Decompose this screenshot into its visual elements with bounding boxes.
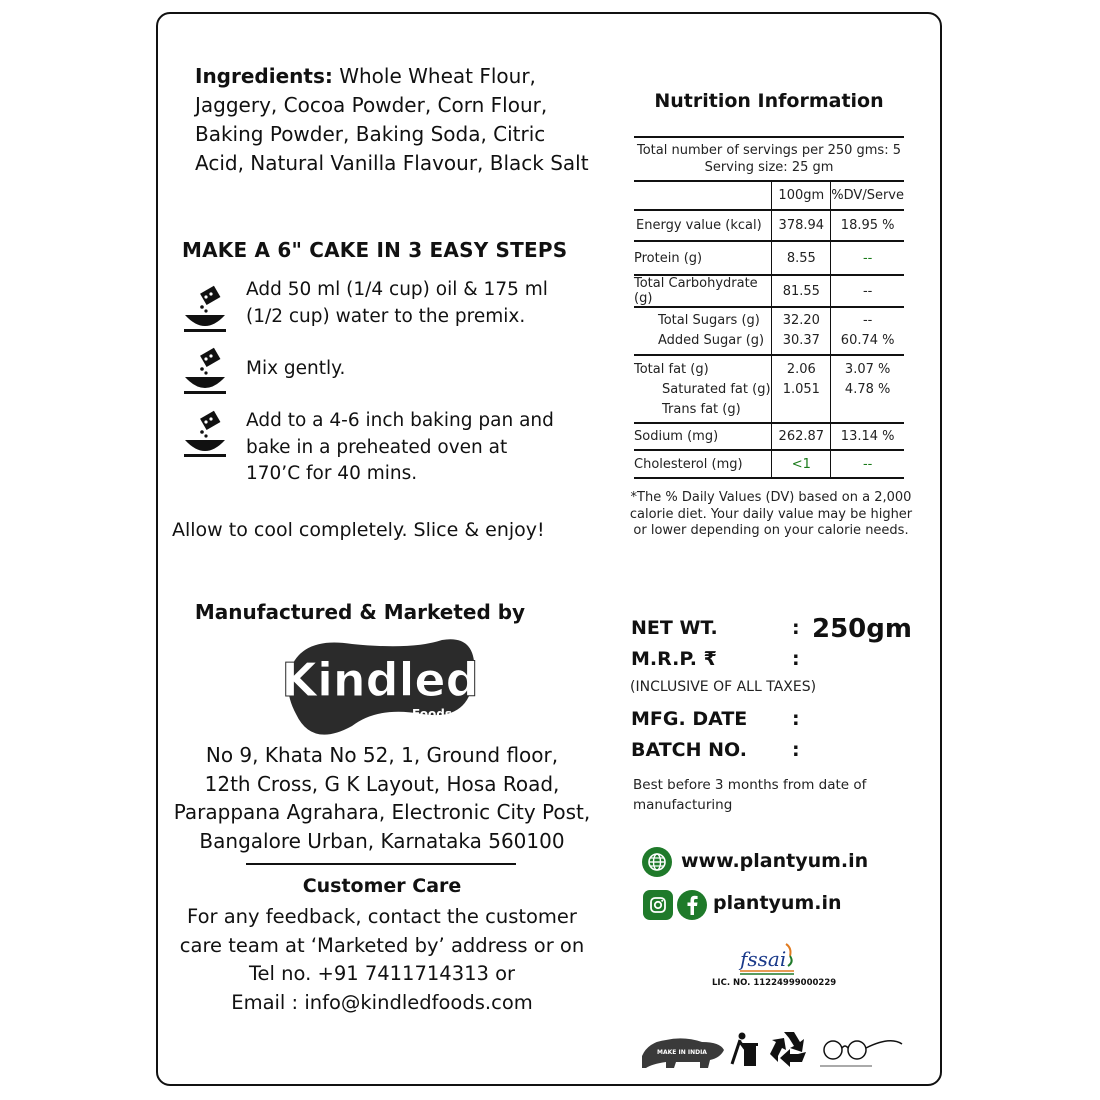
- fssai-logo: [738, 942, 798, 976]
- net-wt-value: 250gm: [812, 614, 912, 644]
- protein-dv: --: [862, 250, 873, 266]
- cool-instruction: Allow to cool completely. Slice & enjoy!: [172, 519, 545, 541]
- servings-cell: [634, 137, 904, 181]
- globe-icon: [642, 847, 672, 877]
- ingredients-block: [195, 62, 595, 178]
- carb-label: Total Carbohydrate (g): [634, 276, 758, 306]
- fat-labels: [634, 355, 772, 423]
- mixing-bowl-icon: [182, 410, 228, 462]
- sodium-100g: 262.87: [772, 423, 831, 450]
- batch-no-colon: :: [792, 739, 800, 761]
- website-link[interactable]: www.plantyum.in: [681, 850, 869, 872]
- servings-per-pack: Total number of servings per 250 gms: 5: [637, 143, 901, 158]
- step-2-text: Mix gently.: [246, 358, 346, 379]
- carb-100g: 81.55: [772, 275, 831, 307]
- total-fat-dv: 3.07 %: [844, 362, 891, 377]
- steps-title: MAKE A 6" CAKE IN 3 EASY STEPS: [182, 238, 568, 262]
- header-dv: %DV/Serve: [831, 188, 904, 203]
- net-wt-label: NET WT.: [631, 617, 718, 639]
- mixing-bowl-icon: [182, 347, 228, 399]
- fssai-text: fssai: [740, 947, 787, 971]
- ingredients-text: Whole Wheat Flour, Jaggery, Cocoa Powder, Corn Flour, Baking Powder, Baking Soda, Citric Acid, Natural Vanilla Flavour, Black Salt: [195, 64, 589, 175]
- header-blank: [634, 181, 772, 210]
- best-before: Best before 3 months from date of manufacturing: [633, 777, 867, 813]
- mrp-note: (INCLUSIVE OF ALL TAXES): [630, 679, 817, 695]
- energy-100g: 378.94: [772, 210, 831, 241]
- sodium-label: Sodium (mg): [634, 429, 719, 444]
- added-sugar-100g: 30.37: [782, 333, 820, 348]
- energy-dv: 18.95 %: [840, 218, 895, 233]
- swachh-bharat-icon: [820, 1041, 902, 1066]
- nutrition-title: Nutrition Information: [654, 90, 884, 112]
- customer-care-line: care team at ‘Marketed by’ address or on: [179, 933, 585, 957]
- total-fat-100g: 2.06: [786, 362, 816, 377]
- header-100gm: 100gm: [772, 181, 831, 210]
- protein-label: Protein (g): [634, 250, 703, 266]
- logo-subtext: Foods: [412, 707, 452, 721]
- fssai-license: LIC. NO. 11224999000229: [712, 978, 837, 988]
- added-sugar-dv: 60.74 %: [840, 333, 895, 348]
- manufacturer-title: Manufactured & Marketed by: [194, 600, 526, 624]
- carb-dv: --: [862, 283, 873, 299]
- address-line: 12th Cross, G K Layout, Hosa Road,: [204, 771, 560, 796]
- customer-care-email: Email : info@kindledfoods.com: [231, 990, 533, 1014]
- cholesterol-100g: <1: [772, 450, 831, 478]
- sugars-labels: [634, 307, 772, 355]
- make-in-india-text: MAKE IN INDIA: [657, 1049, 707, 1056]
- sat-fat-dv: 4.78 %: [844, 382, 891, 397]
- sodium-dv: 13.14 %: [840, 429, 895, 444]
- cholesterol-dv: --: [862, 456, 873, 472]
- manufacturer-address: [172, 741, 592, 855]
- lion-make-in-india-icon: [642, 1038, 724, 1068]
- divider: [246, 863, 516, 865]
- trans-fat-label: Trans fat (g): [662, 402, 741, 417]
- customer-care-title: Customer Care: [302, 875, 462, 897]
- cholesterol-label: Cholesterol (mg): [634, 456, 743, 472]
- total-sugars-label: Total Sugars (g): [658, 313, 760, 328]
- nutrition-table: [634, 136, 904, 479]
- sugars-100g: [772, 307, 831, 355]
- daily-value-note: *The % Daily Values (DV) based on a 2,000 calorie diet. Your daily value may be higher or lower depending on your calorie needs.: [629, 490, 913, 538]
- recycle-icon: [770, 1032, 806, 1067]
- mrp-label: M.R.P. ₹: [631, 648, 717, 670]
- serving-size: Serving size: 25 gm: [704, 160, 834, 175]
- address-line: Parappana Agrahara, Electronic City Post,: [173, 800, 591, 824]
- sat-fat-label: Saturated fat (g): [662, 382, 771, 397]
- mfg-date-colon: :: [792, 708, 800, 730]
- protein-100g: 8.55: [772, 241, 831, 275]
- fat-100g: [772, 355, 831, 423]
- facebook-icon[interactable]: [677, 890, 707, 920]
- customer-care-line: Tel no. +91 7411714313 or: [248, 962, 516, 985]
- certification-badges: [640, 1028, 910, 1072]
- mixing-bowl-icon: [182, 285, 228, 337]
- added-sugar-label: Added Sugar (g): [658, 333, 765, 348]
- address-line: Bangalore Urban, Karnataka 560100: [199, 828, 565, 853]
- net-wt-colon: :: [792, 617, 800, 639]
- energy-label: Energy value (kcal): [636, 218, 762, 233]
- customer-care-line: For any feedback, contact the customer: [187, 905, 577, 928]
- kindled-foods-logo: [282, 630, 482, 742]
- mfg-date-label: MFG. DATE: [631, 708, 748, 730]
- step-3-text: Add to a 4-6 inch baking pan and bake in a preheated oven at 170’C for 40 mins.: [246, 410, 554, 484]
- sugars-dv: [831, 307, 904, 355]
- address-line: No 9, Khata No 52, 1, Ground floor,: [205, 743, 559, 767]
- instagram-icon[interactable]: [643, 890, 673, 920]
- ingredients-label: Ingredients:: [195, 64, 333, 88]
- total-fat-label: Total fat (g): [634, 362, 709, 377]
- logo-wordmark: Kindled: [282, 653, 479, 707]
- sat-fat-100g: 1.051: [782, 382, 820, 397]
- step-1-text: Add 50 ml (1/4 cup) oil & 175 ml (1/2 cup) water to the premix.: [246, 279, 548, 327]
- customer-care-text: [172, 903, 592, 1017]
- batch-no-label: BATCH NO.: [631, 739, 747, 761]
- fat-dv: [831, 355, 904, 423]
- total-sugars-dv: --: [862, 313, 873, 328]
- mrp-colon: :: [792, 648, 800, 670]
- social-handle[interactable]: plantyum.in: [713, 892, 842, 914]
- dustbin-icon: [732, 1033, 758, 1067]
- total-sugars-100g: 32.20: [782, 313, 820, 328]
